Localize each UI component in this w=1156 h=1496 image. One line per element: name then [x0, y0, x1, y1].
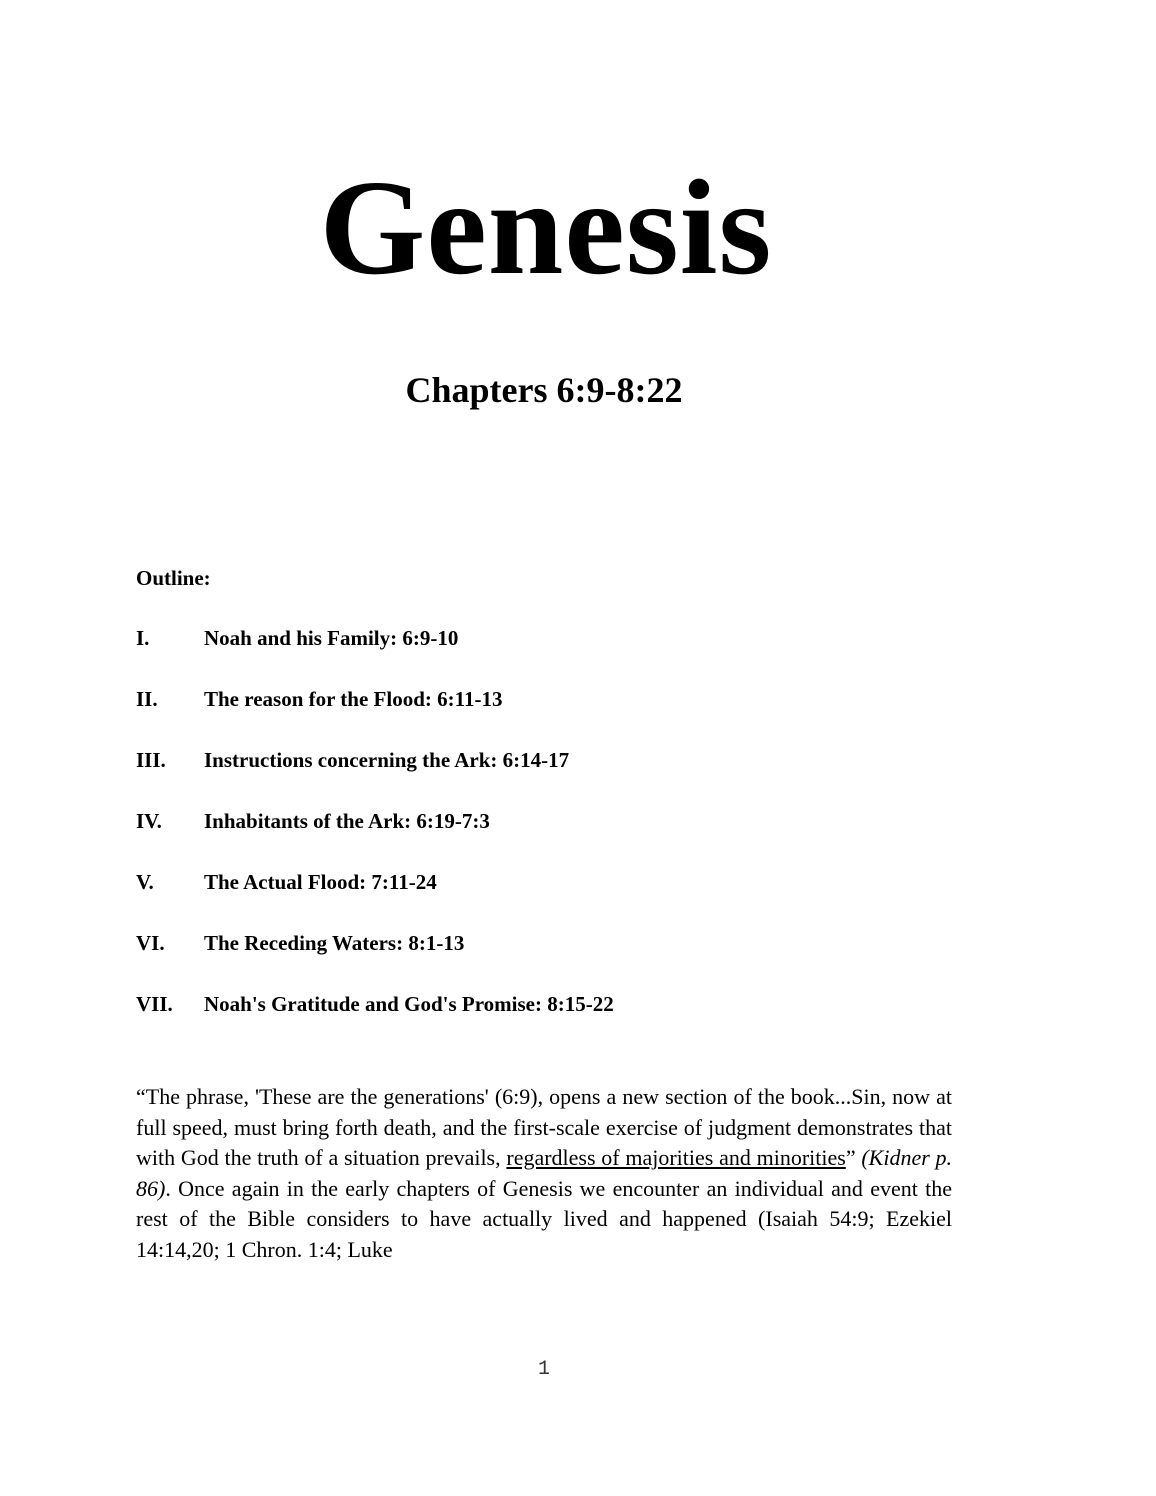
outline-numeral: I.: [136, 626, 150, 650]
outline-text: The Receding Waters: 8:1-13: [204, 931, 465, 955]
outline-numeral: VII.: [136, 992, 173, 1016]
outline-item: [136, 809, 614, 870]
outline-text: The Actual Flood: 7:11-24: [204, 870, 437, 894]
outline-text: The reason for the Flood: 6:11-13: [204, 687, 503, 711]
outline-text: Noah's Gratitude and God's Promise: 8:15-22: [204, 992, 614, 1016]
citation: (Kidner p. 86): [136, 1145, 953, 1201]
outline-text: Noah and his Family: 6:9-10: [204, 626, 459, 650]
outline-item: [136, 687, 614, 748]
outline-heading: Outline:: [136, 566, 211, 590]
outline-text: Instructions concerning the Ark: 6:14-17: [204, 748, 570, 772]
page-title: Genesis: [319, 153, 773, 303]
outline-item: [136, 870, 614, 931]
body-paragraph: [136, 1082, 952, 1266]
outline-item: [136, 626, 614, 687]
outline-numeral: IV.: [136, 809, 162, 833]
paragraph-text: . Once again in the early chapters of Genesis we encounter an individual and event the rest of the Bible considers to have actually lived and happened (Isaiah 54:9; Ezekiel 14:14,20; 1 Chron. 1:4; Luke: [136, 1175, 952, 1262]
page-number: 1: [537, 1358, 550, 1381]
paragraph-text: ”: [845, 1145, 862, 1171]
outline-numeral: II.: [136, 687, 158, 711]
outline-text: Inhabitants of the Ark: 6:19-7:3: [204, 809, 490, 833]
outline-list: [136, 626, 614, 1053]
page-subtitle: Chapters 6:9-8:22: [405, 370, 683, 410]
outline-numeral: VI.: [136, 931, 165, 955]
outline-numeral: V.: [136, 870, 154, 894]
outline-item: [136, 992, 614, 1053]
underlined-phrase: regardless of majorities and minorities: [506, 1145, 846, 1171]
outline-item: [136, 931, 614, 992]
outline-numeral: III.: [136, 748, 166, 772]
paragraph-text: “The phrase, 'These are the generations' (6:9), opens a new section of the book...Sin, now at full speed, must bring forth death, and the first-scale exercise of judgment demonstrates that with God the truth of a situation prevails,: [136, 1084, 952, 1171]
outline-item: [136, 748, 614, 809]
